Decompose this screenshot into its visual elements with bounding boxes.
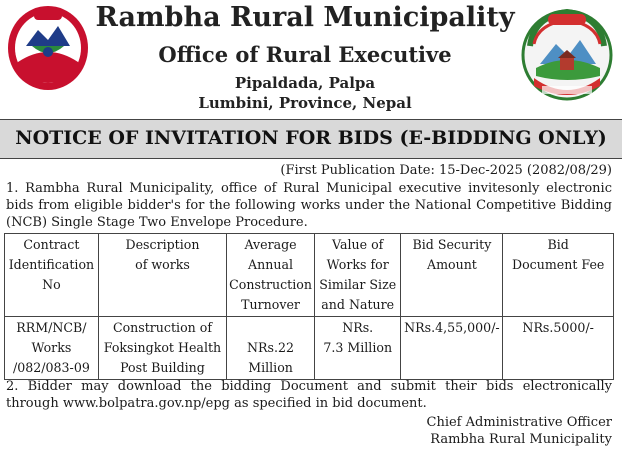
signatory-designation: Chief Administrative Officer [426, 415, 612, 430]
cell-similar-works-value: NRs. 7.3 Million [314, 317, 401, 380]
rambha-municipality-seal-icon [520, 6, 614, 104]
table-row [5, 317, 614, 380]
header-description: Description of works [98, 234, 226, 317]
cell-bid-security: NRs.4,55,000/- [401, 317, 503, 380]
header-bid-security: Bid Security Amount [401, 234, 503, 317]
table-header-row [5, 234, 614, 317]
cell-description: Construction of Foksingkot Health Post Building [98, 317, 226, 380]
nepal-emblem-icon [4, 2, 92, 94]
cell-contract-id: RRM/NCB/ Works /082/083-09 [5, 317, 99, 380]
municipality-title: Rambha Rural Municipality [95, 2, 515, 33]
office-name: Office of Rural Executive [158, 42, 452, 67]
header-contract-id: Contract Identification No [5, 234, 99, 317]
publication-date: (First Publication Date: 15-Dec-2025 (2082/08/29) [280, 163, 612, 178]
cell-document-fee: NRs.5000/- [503, 317, 614, 380]
address-line-1: Pipaldada, Palpa [234, 74, 376, 92]
address-line-2: Lumbini, Province, Nepal [198, 94, 412, 112]
header-document-fee: Bid Document Fee [503, 234, 614, 317]
signatory-organization: Rambha Rural Municipality [430, 432, 612, 447]
bid-details-table [4, 233, 614, 380]
invitation-paragraph: 1. Rambha Rural Municipality, office of Rural Municipal executive invitesonly electronic bids from eligible bidder's for the following works under the National Competitive Bidding (NCB) Single Stage Two Envelope Procedure. [6, 181, 612, 230]
download-instructions-paragraph: 2. Bidder may download the bidding Document and submit their bids electronically through www.bolpatra.gov.np/epg as specified in bid document. [6, 379, 612, 411]
header-average-turnover: Average Annual Construction Turnover [227, 234, 315, 317]
header-similar-works-value: Value of Works for Similar Size and Nature [314, 234, 401, 317]
notice-heading-banner: NOTICE OF INVITATION FOR BIDS (E-BIDDING ONLY) [0, 119, 622, 159]
cell-average-turnover: NRs.22 Million [227, 317, 315, 380]
